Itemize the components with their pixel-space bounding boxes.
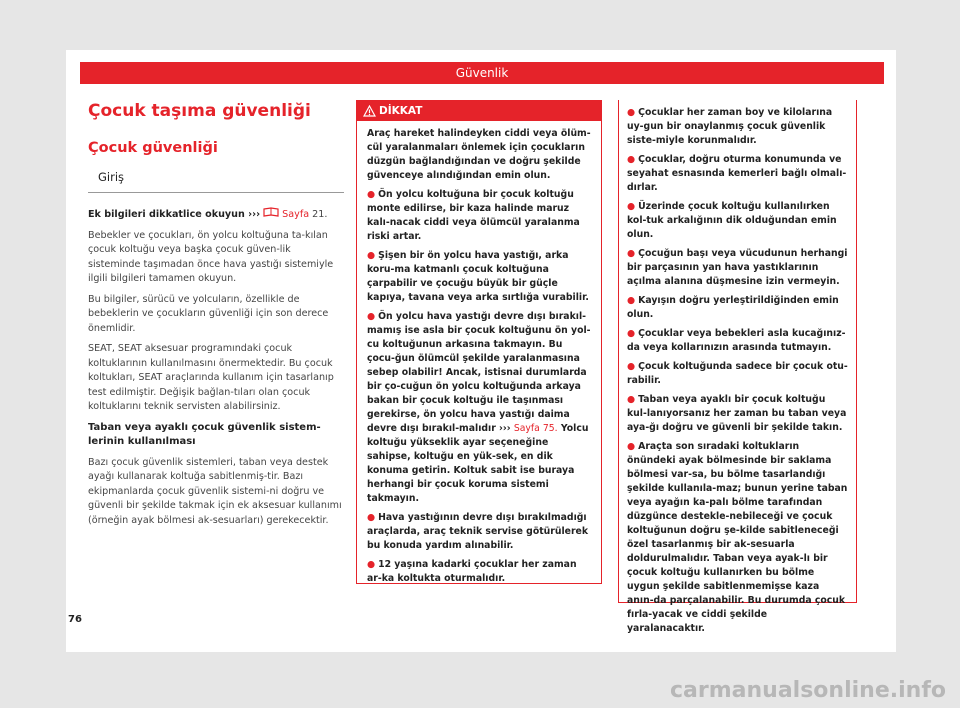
watermark: carmanualsonline.info — [670, 678, 946, 703]
page-reference[interactable]: Sayfa — [282, 209, 310, 220]
section-header: Güvenlik — [80, 62, 884, 84]
subsection-title: Giriş — [98, 170, 125, 184]
divider — [88, 192, 344, 193]
caution-bullet: ● Hava yastığının devre dışı bırakılmadığı araçlarda, araç teknik servise götürülerek bu konuda yardım alınabilir. — [367, 512, 589, 551]
warning-icon — [363, 104, 376, 124]
intro-lead: Ek bilgileri dikkatlice okuyun ››› — [88, 209, 261, 220]
caution-box — [356, 100, 602, 584]
caution-title: DİKKAT — [379, 105, 423, 117]
body-paragraph: Bazı çocuk güvenlik sistemleri, taban veya destek ayağı kullanarak koltuğa sabitlenmiş-tir. Bazı ekipmanlarda çocuk güvenlik sistemi-ni doğru ve güvenli bir şekilde takmak için ek aksesuar kullanımı (örneğin ayak bölmesi ak-sesuarları) gerekecektir. — [88, 456, 342, 526]
section-title: Çocuk güvenliği — [88, 140, 218, 156]
left-column — [88, 100, 344, 534]
page-reference[interactable]: Sayfa 75. — [513, 423, 558, 434]
book-icon[interactable] — [263, 209, 282, 220]
caution-bullet: ● Taban veya ayaklı bir çocuk koltuğu kul-lanıyorsanız her zaman bu taban veya aya-ğı doğru ve güvenli bir şekilde takın. — [627, 394, 847, 433]
body-paragraph: Bebekler ve çocukları, ön yolcu koltuğuna ta-kılan çocuk koltuğu veya başka çocuk güven-lik sisteminde taşımadan önce hava yastığı sistemiyle ilgili bilgileri tamamen okuyun. — [88, 229, 334, 284]
caution-bullet: ● Çocuklar, doğru oturma konumunda ve seyahat esnasında kemerleri bağlı olmalı-dırlar. — [627, 154, 847, 193]
body-paragraph: SEAT, SEAT aksesuar programındaki çocuk koltuklarının kullanılmasını önermektedir. Bu çocuk koltukları, SEAT araçlarında kullanım için tasarlanıp test edilmiştir. Değişik bağlan-tıları olan çocuk koltuklarını teknik servisten alabilirsiniz. — [88, 343, 334, 412]
page-title: Çocuk taşıma güvenliği — [88, 101, 311, 121]
caution-bullet: ● Çocuk koltuğunda sadece bir çocuk otu-rabilir. — [627, 361, 848, 386]
intro-paragraph — [88, 207, 344, 223]
caution-bullet: ● Şişen bir ön yolcu hava yastığı, arka koru-ma katmanlı çocuk koltuğuna çarpabilir ve çocuğu büyük bir güçle kapıya, tavana veya arka sırtlığa vurabilir. — [367, 250, 589, 303]
caution-bullet: ● Çocuklar veya bebekleri asla kucağınız-da veya kollarınızın arasında tutmayın. — [627, 328, 846, 353]
page-number: 76 — [68, 614, 82, 625]
subheading: Taban veya ayaklı çocuk güvenlik sistem-lerinin kullanılması — [88, 421, 321, 447]
caution-body — [357, 121, 601, 586]
caution-intro: Araç hareket halindeyken ciddi veya ölüm-cül yaralanmaları önlemek için çocukların düzgün bağlandığından ve doğru şekilde güvenceye alındığından emin olun. — [367, 128, 591, 181]
caution-bullet: ● 12 yaşına kadarki çocuklar her zaman ar-ka koltukta oturmalıdır. — [367, 559, 577, 584]
caution-bullet: ● Araçta son sıradaki koltukların önündeki ayak bölmesinde bir saklama bölmesi var-sa, bu bölme tasarlandığı şekilde kullanıla-maz; bunun yerine taban veya ayağın ka-palı bölme tarafından düzgünce destekle-nebileceği ve çocuk koltuğunun doğru şe-kilde sabitleneceği özel tasarlanmış bir ak-sesuarla doldurulmalıdır. Taban veya ayak-lı bir çocuk koltuğu kullanırken bu bölme uygun şekilde sabitlenmemişse kaza anın-da parçalanabilir. Bu durumda çocuk fırla-yacak ve ciddi şekilde yaralanacaktır. — [627, 441, 848, 634]
caution-bullet: ● Üzerinde çocuk koltuğu kullanılırken kol-tuk arkalığının dik olduğundan emin olun. — [627, 201, 837, 240]
caution-bullet: ● Ön yolcu koltuğuna bir çocuk koltuğu monte edilirse, bir kaza halinde maruz kalı-nacak ciddi veya ölümcül yaralanma riski artar. — [367, 189, 580, 242]
caution-bullet: ● Çocuğun başı veya vücudunun herhangi bir parçasının yan hava yastıklarının açılma alanına düşmesine izin vermeyin. — [627, 248, 848, 287]
caution-bullet: ● Ön yolcu hava yastığı devre dışı bırakıl-mamış ise asla bir çocuk koltuğunu ön yol-cu koltuğunun arkasına takmayın. Bu çocu-ğun ölümcül şekilde yaralanmasına sebep olabilir! Ancak, istisnai durumlarda bir ço-cuğun ön yolcu koltuğunda arkaya bakan bir çocuk koltuğu ile taşınması gerekirse, ön yolcu hava yastığı daima devre dışı bırakıl-malıdır ››› Sayfa 75. Yolcu koltuğu yükseklik ayar seçeneğine sahipse, koltuğu en yük-sek, en dik konuma getirin. Koltuk sabit ise buraya herhangi bir çocuk koruma sistemi takmayın. — [367, 311, 591, 504]
caution-header — [357, 101, 601, 121]
body-paragraph: Bu bilgiler, sürücü ve yolcuların, özellikle de bebeklerin ve çocukların güvenliği için son derece önemlidir. — [88, 293, 329, 334]
page-reference-number: 21. — [312, 209, 328, 220]
caution-bullet: ● Çocuklar her zaman boy ve kilolarına uy-gun bir onaylanmış çocuk güvenlik siste-miyle korunmalıdır. — [627, 107, 833, 146]
caution-continued-box — [618, 100, 857, 634]
caution-bullet: ● Kayışın doğru yerleştirildiğinden emin olun. — [627, 295, 839, 320]
